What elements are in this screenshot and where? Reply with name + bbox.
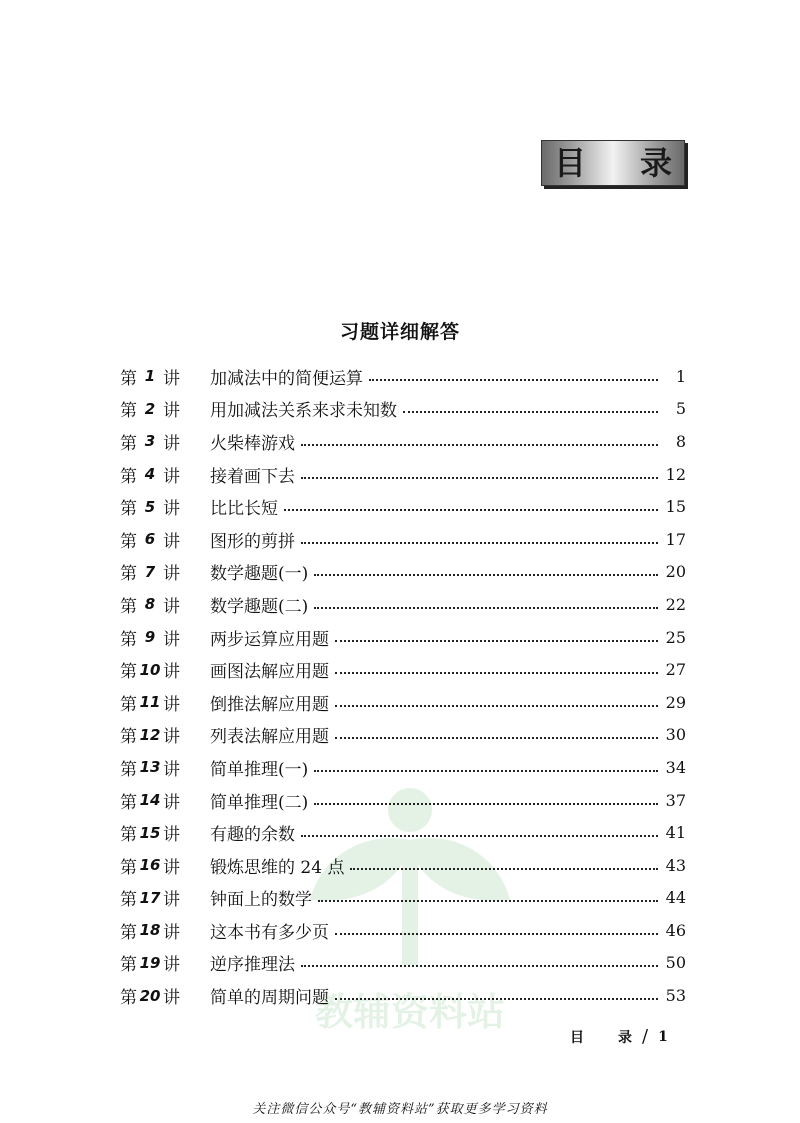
lecture-number: 9 (144, 628, 156, 647)
chapter-title: 图形的剪拼 (210, 531, 295, 552)
toc-row (120, 719, 686, 752)
lecture-suffix: 讲 (163, 466, 180, 487)
chapter-page-number: 43 (665, 855, 686, 875)
toc-row (120, 490, 686, 523)
chapter-page-number: 20 (665, 562, 686, 582)
toc-row (120, 947, 686, 980)
dot-leader (335, 932, 658, 935)
watermark-text: 教辅资料站 (314, 990, 506, 1034)
chapter-page-number: 8 (675, 431, 686, 451)
chapter-page-number: 5 (675, 399, 686, 419)
lecture-number: 18 (139, 921, 161, 940)
lecture-number: 8 (144, 595, 156, 614)
dot-leader (314, 802, 658, 805)
lecture-prefix: 第 (120, 466, 137, 487)
running-footer-char-1: 目 (570, 1029, 584, 1046)
lecture-label (120, 494, 210, 519)
lecture-prefix: 第 (120, 759, 137, 780)
lecture-label (120, 657, 210, 682)
lecture-prefix: 第 (120, 596, 137, 617)
lecture-number: 10 (139, 660, 161, 679)
lecture-suffix: 讲 (163, 433, 180, 454)
toc-row (120, 393, 686, 426)
lecture-label (120, 690, 210, 715)
lecture-prefix: 第 (120, 531, 137, 552)
lecture-number: 1 (144, 367, 156, 386)
chapter-title: 简单推理(一) (210, 759, 309, 780)
toc-list (120, 360, 686, 1012)
lecture-number: 20 (139, 986, 161, 1005)
lecture-prefix: 第 (120, 890, 137, 911)
lecture-prefix: 第 (120, 401, 137, 422)
chapter-page-number: 25 (665, 627, 686, 647)
lecture-label (120, 788, 210, 813)
toc-row (120, 556, 686, 589)
dot-leader (301, 834, 658, 837)
chapter-title: 简单的周期问题 (210, 988, 329, 1009)
lecture-suffix: 讲 (163, 499, 180, 520)
lecture-prefix: 第 (120, 955, 137, 976)
lecture-label (120, 592, 210, 617)
lecture-suffix: 讲 (163, 401, 180, 422)
dot-leader (335, 639, 658, 642)
dot-leader (314, 769, 658, 772)
lecture-label (120, 396, 210, 421)
lecture-label (120, 853, 210, 878)
dot-leader (335, 704, 658, 707)
chapter-page-number: 30 (665, 725, 686, 745)
lecture-number: 2 (144, 399, 156, 418)
chapter-page-number: 15 (665, 497, 686, 517)
toc-row (120, 360, 686, 393)
toc-row (120, 849, 686, 882)
toc-row (120, 686, 686, 719)
contents-title-char-1: 目 (554, 144, 587, 182)
lecture-prefix: 第 (120, 727, 137, 748)
lecture-label (120, 918, 210, 943)
dot-leader (335, 736, 658, 739)
lecture-label (120, 722, 210, 747)
toc-row (120, 882, 686, 915)
chapter-title: 有趣的余数 (210, 825, 295, 846)
lecture-suffix: 讲 (163, 955, 180, 976)
running-footer-char-2: 录 (618, 1029, 632, 1046)
chapter-title: 两步运算应用题 (210, 629, 329, 650)
lecture-suffix: 讲 (163, 596, 180, 617)
lecture-number: 15 (139, 823, 161, 842)
lecture-label (120, 429, 210, 454)
lecture-number: 14 (139, 791, 161, 810)
chapter-page-number: 46 (665, 920, 686, 940)
lecture-number: 16 (139, 856, 161, 875)
contents-title-char-2: 录 (639, 144, 672, 182)
lecture-number: 12 (139, 725, 161, 744)
lecture-suffix: 讲 (163, 368, 180, 389)
chapter-title: 锻炼思维的 24 点 (210, 857, 345, 878)
lecture-prefix: 第 (120, 662, 137, 683)
lecture-number: 7 (144, 562, 156, 581)
chapter-title: 列表法解应用题 (210, 727, 329, 748)
lecture-label (120, 462, 210, 487)
dot-leader (314, 573, 658, 576)
chapter-title: 数学趣题(一) (210, 564, 309, 585)
lecture-label (120, 559, 210, 584)
lecture-number: 6 (144, 530, 156, 549)
chapter-title: 比比长短 (210, 499, 278, 520)
contents-title-box (541, 140, 685, 186)
lecture-prefix: 第 (120, 499, 137, 520)
toc-row (120, 458, 686, 491)
dot-leader (301, 964, 658, 967)
lecture-prefix: 第 (120, 694, 137, 715)
toc-row (120, 979, 686, 1012)
lecture-suffix: 讲 (163, 727, 180, 748)
dot-leader (314, 606, 658, 609)
lecture-suffix: 讲 (163, 890, 180, 911)
lecture-label (120, 755, 210, 780)
lecture-suffix: 讲 (163, 694, 180, 715)
lecture-label (120, 885, 210, 910)
toc-row (120, 784, 686, 817)
promo-line: 关注微信公众号“教辅资料站”获取更多学习资料 (252, 1102, 548, 1117)
chapter-title: 钟面上的数学 (210, 890, 312, 911)
lecture-suffix: 讲 (163, 792, 180, 813)
lecture-label (120, 364, 210, 389)
toc-row (120, 653, 686, 686)
lecture-label (120, 983, 210, 1008)
lecture-prefix: 第 (120, 825, 137, 846)
lecture-suffix: 讲 (163, 531, 180, 552)
chapter-title: 这本书有多少页 (210, 922, 329, 943)
lecture-number: 11 (139, 693, 161, 712)
dot-leader (403, 410, 658, 413)
lecture-number: 5 (144, 497, 156, 516)
chapter-page-number: 29 (665, 692, 686, 712)
chapter-title: 数学趣题(二) (210, 596, 309, 617)
toc-row (120, 914, 686, 947)
lecture-prefix: 第 (120, 629, 137, 650)
lecture-suffix: 讲 (163, 662, 180, 683)
dot-leader (350, 867, 658, 870)
chapter-page-number: 53 (665, 986, 686, 1006)
dot-leader (369, 378, 658, 381)
chapter-page-number: 27 (665, 660, 686, 680)
chapter-page-number: 17 (665, 529, 686, 549)
lecture-suffix: 讲 (163, 564, 180, 585)
lecture-suffix: 讲 (163, 922, 180, 943)
toc-row (120, 621, 686, 654)
chapter-page-number: 22 (665, 594, 686, 614)
chapter-title: 接着画下去 (210, 466, 295, 487)
lecture-number: 4 (144, 465, 156, 484)
page-number: 1 (658, 1028, 668, 1045)
section-heading: 习题详细解答 (339, 321, 460, 343)
dot-leader (301, 476, 658, 479)
lecture-prefix: 第 (120, 368, 137, 389)
lecture-suffix: 讲 (163, 759, 180, 780)
running-footer (570, 1026, 668, 1047)
chapter-title: 用加减法关系来求未知数 (210, 401, 397, 422)
toc-row (120, 751, 686, 784)
lecture-suffix: 讲 (163, 857, 180, 878)
lecture-suffix: 讲 (163, 825, 180, 846)
lecture-prefix: 第 (120, 988, 137, 1009)
toc-row (120, 523, 686, 556)
lecture-prefix: 第 (120, 922, 137, 943)
dot-leader (335, 997, 658, 1000)
lecture-prefix: 第 (120, 433, 137, 454)
dot-leader (335, 671, 658, 674)
chapter-page-number: 1 (675, 366, 686, 386)
chapter-page-number: 44 (665, 888, 686, 908)
dot-leader (284, 508, 658, 511)
lecture-suffix: 讲 (163, 988, 180, 1009)
toc-row (120, 425, 686, 458)
lecture-label (120, 527, 210, 552)
lecture-number: 13 (139, 758, 161, 777)
lecture-prefix: 第 (120, 564, 137, 585)
chapter-page-number: 41 (665, 823, 686, 843)
dot-leader (318, 899, 658, 902)
lecture-prefix: 第 (120, 857, 137, 878)
dot-leader (301, 443, 658, 446)
chapter-page-number: 50 (665, 953, 686, 973)
chapter-page-number: 34 (665, 757, 686, 777)
chapter-title: 画图法解应用题 (210, 662, 329, 683)
toc-row (120, 588, 686, 621)
lecture-label (120, 820, 210, 845)
lecture-label (120, 950, 210, 975)
lecture-number: 3 (144, 432, 156, 451)
chapter-page-number: 12 (665, 464, 686, 484)
chapter-title: 加减法中的简便运算 (210, 368, 363, 389)
chapter-title: 火柴棒游戏 (210, 433, 295, 454)
dot-leader (301, 541, 658, 544)
lecture-number: 17 (139, 888, 161, 907)
chapter-title: 倒推法解应用题 (210, 694, 329, 715)
lecture-prefix: 第 (120, 792, 137, 813)
chapter-title: 简单推理(二) (210, 792, 309, 813)
toc-row (120, 816, 686, 849)
lecture-suffix: 讲 (163, 629, 180, 650)
lecture-label (120, 625, 210, 650)
chapter-title: 逆序推理法 (210, 955, 295, 976)
lecture-number: 19 (139, 953, 161, 972)
running-footer-slash: / (642, 1026, 649, 1047)
chapter-page-number: 37 (665, 790, 686, 810)
